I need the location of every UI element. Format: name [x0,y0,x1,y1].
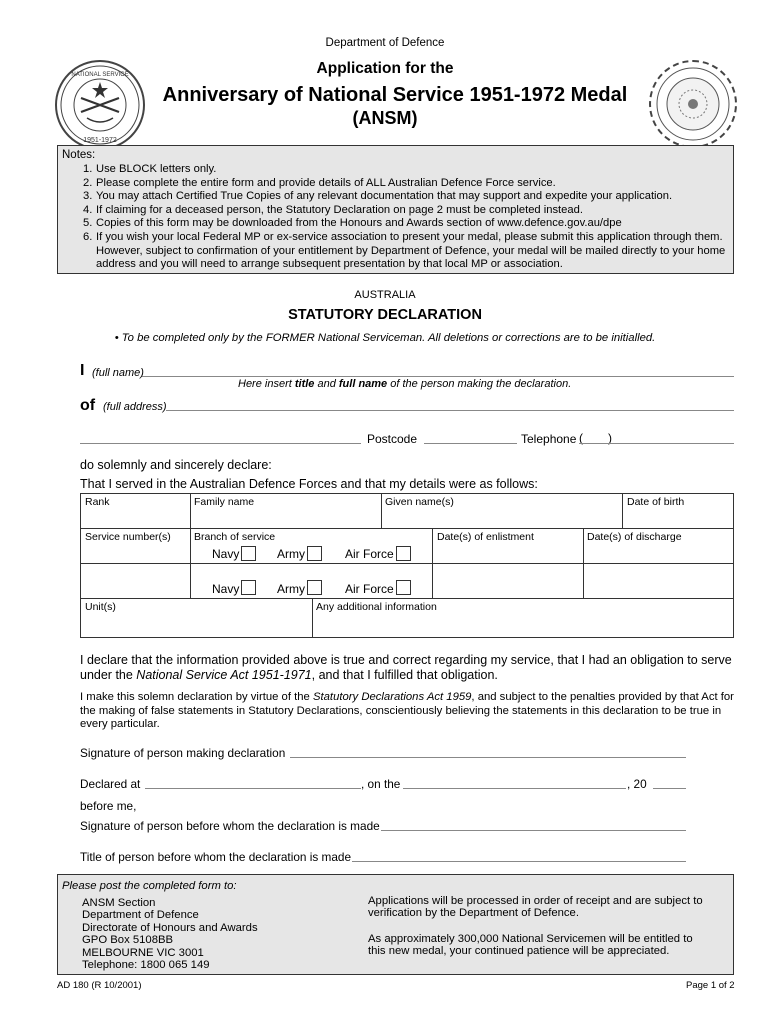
bullet-icon: • [114,332,119,344]
signature-label: Signature of person making declaration [80,746,286,760]
army-checkbox[interactable] [307,546,322,561]
i-label: I [80,362,85,379]
note-item: 3. You may attach Certified True Copies of any relevant documentation that may support and expedite your application. [83,190,673,203]
served-statement: That I served in the Australian Defence Forces and that my details were as follows: [80,477,538,491]
witness-signature-label: Signature of person before whom the declaration is made [80,819,380,833]
telephone-field[interactable] [579,443,734,444]
note-item: 4. If claiming for a deceased person, the Statutory Declaration on page 2 must be completed instead. [83,203,583,216]
area-code-open: ( [579,431,583,445]
svg-text:NATIONAL SERVICE: NATIONAL SERVICE [71,72,129,78]
note-item: 6. If you wish your local Federal MP or ex-service association to present your medal, please submit this application through them. However, subject to confirmation of your entitlement by Department of Defence, your medal will be mailed directly to your home address and you will need to arrange subsequent presentation by that local MP or association. [83,230,726,271]
year-field[interactable] [653,788,686,789]
svg-text:1951-1972: 1951-1972 [83,137,117,144]
witness-title-field[interactable] [352,861,686,862]
declared-at-field[interactable] [145,788,361,789]
form-abbrev: (ANSM) [352,108,418,128]
discharge-header: Date(s) of discharge [587,531,682,543]
notes-list [83,163,733,272]
solemnly-declare: do solemnly and sincerely declare: [80,458,272,472]
family-name-header: Family name [194,496,255,508]
post-heading: Please post the completed form to: [62,880,237,892]
rank-header: Rank [85,496,110,508]
additional-info-header: Any additional information [316,601,437,613]
navy-label: Navy [212,547,240,561]
full-name-hint: Here insert title and full name of the person making the declaration. [238,378,572,390]
statutory-declaration-heading: STATUTORY DECLARATION [288,307,482,323]
department-heading: Department of Defence [325,37,445,49]
declared-at-label: Declared at [80,777,141,791]
navy-checkbox[interactable] [241,580,256,595]
witness-signature-field[interactable] [381,830,686,831]
patience-note: As approximately 300,000 National Servicemen will be entitled to this new medal, your continued patience will be appreciated. [368,933,693,958]
medal-emblem-icon [57,62,143,148]
address-line-2-field[interactable] [80,443,361,444]
notes-box [57,145,734,274]
air-force-label: Air Force [345,582,394,596]
full-name-label: (full name) [92,367,144,379]
postcode-field[interactable] [424,443,517,444]
signature-field[interactable] [290,757,686,758]
notes-title: Notes: [62,149,96,161]
declaration-instruction: To be completed only by the FORMER National Serviceman. All deletions or corrections are to be initialled. [121,332,656,344]
given-names-header: Given name(s) [385,496,454,508]
area-code-close: ) [608,431,612,445]
postcode-label: Postcode [367,432,418,446]
full-address-field[interactable] [166,410,734,411]
page-number: Page 1 of 2 [686,980,735,991]
air-force-label: Air Force [345,547,394,561]
note-item: 1. Use BLOCK letters only. [83,163,217,175]
form-id: AD 180 (R 10/2001) [57,980,142,991]
note-item: 5. Copies of this form may be downloaded from the Honours and Awards section of www.defence.gov.au/dpe [83,217,622,230]
navy-label: Navy [212,582,240,596]
of-label: of [80,397,96,414]
form-title: Anniversary of National Service 1951-1972 Medal [162,84,628,106]
before-me-label: before me, [80,799,137,813]
on-the-label: , on the [361,777,401,791]
service-obligation-statement: I declare that the information provided above is true and correct regarding my service, that I had an obligation to serve under the National Service Act 1951-1971, and that I fulfilled that obligation. [80,653,732,682]
enlistment-header: Date(s) of enlistment [437,531,534,543]
gear-seal-icon [651,62,735,146]
processing-note: Applications will be processed in order of receipt and are subject to verification by the Department of Defence. [368,895,703,920]
service-details-table [80,493,734,638]
defence-seal [649,60,737,148]
army-label: Army [277,547,305,561]
postal-address: ANSM Section Department of Defence Directorate of Honours and Awards GPO Box 5108BB MELBOURNE VIC 3001 Telephone: 1800 065 149 [82,897,258,972]
telephone-label: Telephone [521,432,577,446]
air-force-checkbox[interactable] [396,546,411,561]
army-checkbox[interactable] [307,580,322,595]
country-label: AUSTRALIA [354,289,416,301]
army-label: Army [277,582,305,596]
postal-info-box [57,874,734,975]
units-header: Unit(s) [85,601,116,613]
full-address-label: (full address) [103,401,167,413]
date-field[interactable] [403,788,626,789]
service-number-header: Service number(s) [85,531,171,543]
year-label: , 20 [627,777,647,791]
air-force-checkbox[interactable] [396,580,411,595]
branch-header: Branch of service [194,531,276,543]
dob-header: Date of birth [627,496,685,508]
solemn-declaration-text: I make this solemn declaration by virtue of the Statutory Declarations Act 1959, and subject to the penalties provided by that Act for the making of false statements in Statutory Declarations, conscientiously believing the statements in this declaration to be true in every particular. [80,691,734,730]
note-item: 2. Please complete the entire form and provide details of ALL Australian Defence Force service. [83,176,556,189]
application-for: Application for the [316,60,454,77]
full-name-field[interactable] [142,376,734,377]
witness-title-label: Title of person before whom the declaration is made [80,850,352,864]
navy-checkbox[interactable] [241,546,256,561]
ansm-medal-seal [55,60,145,150]
